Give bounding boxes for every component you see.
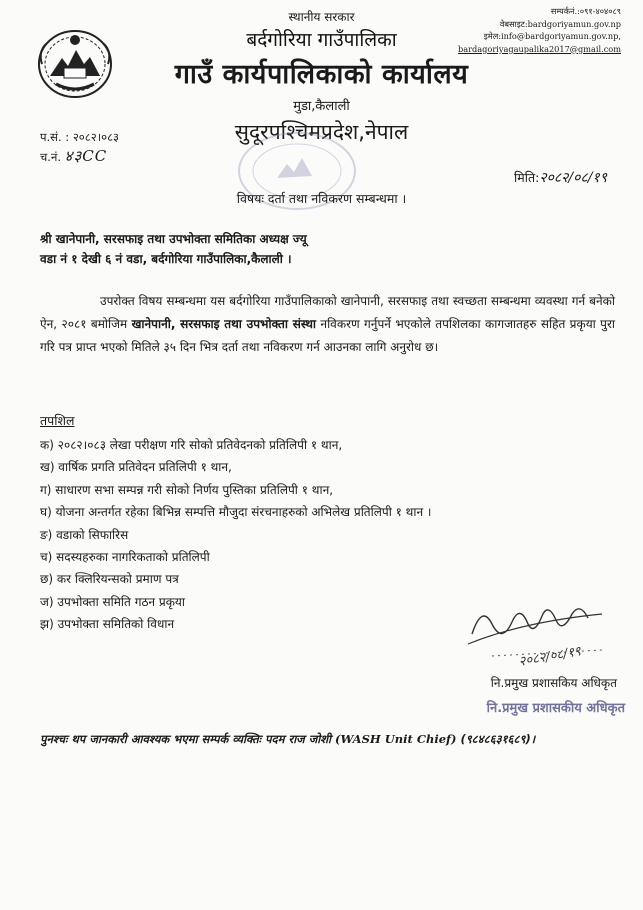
list-item: ज) उपभोक्ता समिति गठन प्रकृया <box>40 594 186 609</box>
list-item: ङ) वडाको सिफारिस <box>40 527 129 542</box>
addressee-line-1: श्री खानेपानी, सरसफाइ तथा उपभोक्ता समितिका अध्यक्ष ज्यू <box>40 232 307 246</box>
patra-sankhya-label: प.सं. : <box>40 130 70 144</box>
postscript <box>40 732 620 747</box>
postscript-phone: (९८४८६३१६८९)। <box>456 732 536 746</box>
patra-sankhya-value: २०८२।०८३ <box>72 130 120 144</box>
tapsil-heading: तपशिल <box>40 413 75 428</box>
list-item: झ) उपभोक्ता समितिको विधान <box>40 617 175 632</box>
letter-subject: विषयः दर्ता तथा नविकरण सम्बन्धमा । <box>236 191 407 206</box>
body-part-1: उपरोक्त विषय सम्बन्धमा यस बर्दगोरिया गाउँपालिकाको खानेपानी, सरसफाइ तथा स्वच्छता सम्बन्धमा व्यवस्था गर्न बनेको ऐन, २०८१ बमोजिम <box>40 294 615 331</box>
body-paragraph <box>40 290 615 359</box>
tapsil-list <box>40 434 431 636</box>
list-item: च) सदस्यहरुका नागरिकताको प्रतिलिपी <box>40 549 210 564</box>
chalani-number <box>40 146 107 166</box>
body-part-2: नविकरण गर्नुपर्ने भएकोले तपशिलका कागजातहरु सहित प्रकृया पुरा गरि पत्र प्राप्त भएको मितिले ३५ दिन भित्र दर्ता तथा नविकरण गर्न आउनका लागि अनुरोध छ। <box>40 317 616 354</box>
list-item: ख) वार्षिक प्रगति प्रतिवेदन प्रतिलिपी १ थान, <box>40 460 232 475</box>
addressee-line-2: वडा नं १ देखी ६ नं वडा, बर्दगोरिया गाउँपालिका,कैलाली । <box>40 252 292 266</box>
letter-date <box>514 168 607 187</box>
government-label: स्थानीय सरकार <box>288 10 355 24</box>
signer-title: नि.प्रमुख प्रशासकिय अधिकृत <box>490 676 617 690</box>
province-label: सुदूरपश्चिमप्रदेश,नेपाल <box>234 120 409 144</box>
official-stamp: नि.प्रमुख प्रशासकीय अधिकृत <box>486 701 625 716</box>
postscript-role: (WASH Unit Chief) <box>335 732 457 746</box>
list-item: घ) योजना अन्तर्गत रहेका बिभिन्न सम्पत्ति मौजुदा संरचनाहरुको अभिलेख प्रतिलिपी १ थान । <box>40 505 432 520</box>
body-emphasis: खानेपानी, सरसफाइ तथा उपभोक्ता संस्था <box>131 317 317 331</box>
handwritten-signature <box>462 594 612 674</box>
contact-email-gmail: bardagoriyagaupalika2017@gmail.com <box>458 43 621 54</box>
office-name: गाउँ कार्यपालिकाको कार्यालय <box>174 59 469 90</box>
office-place: मुडा,कैलाली <box>293 99 350 114</box>
contact-email: इमेल:info@bardgoriyamun.gov.np, <box>483 31 621 41</box>
chalani-value: ४३CC <box>64 147 108 165</box>
list-item: ग) साधारण सभा सम्पन्न गरी सोको निर्णय पुस्तिका प्रतिलिपी १ थान, <box>40 482 334 497</box>
signature-date: २०८२/०८/१९ <box>517 644 583 670</box>
patra-sankhya <box>40 130 119 145</box>
contact-website: वेबसाइट:bardgoriyamun.gov.np <box>499 18 621 29</box>
municipality-name: बर्दगोरिया गाउँपालिका <box>246 29 397 51</box>
contact-block <box>441 5 621 55</box>
date-value: २०८२/०८/१९ <box>539 170 607 186</box>
contact-phone: सम्पर्कनं.:०९१-४०४०८९ <box>550 6 621 16</box>
list-item: क) २०८२।०८३ लेखा परीक्षण गरि सोको प्रतिवेदनको प्रतिलिपी १ थान, <box>40 438 343 452</box>
chalani-label: च.नं. <box>40 150 61 164</box>
date-label: मिति: <box>514 170 540 185</box>
list-item: छ) कर क्लिरियन्सको प्रमाण पत्र <box>40 572 179 587</box>
postscript-text: पुनश्चः थप जानकारी आवश्यक भएमा सम्पर्क व्यक्तिः पदम राज जोशी <box>40 732 336 746</box>
